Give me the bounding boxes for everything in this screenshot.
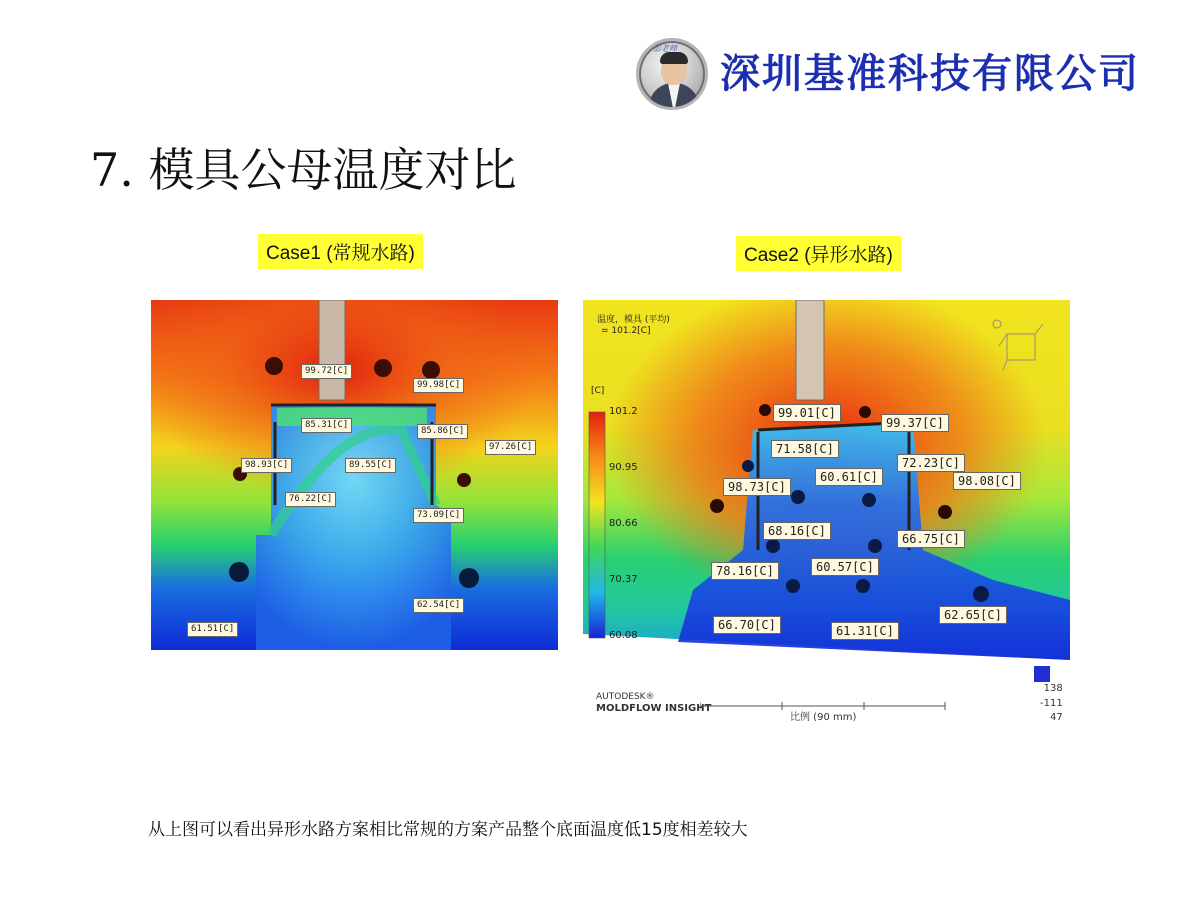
slide-title: 7. 模具公母温度对比 <box>90 143 517 197</box>
axis-readout-x: 138 <box>1043 683 1063 694</box>
case1-reading: 76.22[C] <box>285 492 336 507</box>
case1-reading: 61.51[C] <box>187 622 238 637</box>
orientation-axis-icon <box>1034 666 1050 682</box>
legend-tick: 80.66 <box>609 518 638 529</box>
case1-reading: 99.72[C] <box>301 364 352 379</box>
case2-reading: 71.58[C] <box>771 440 839 458</box>
axis-readout <box>1040 682 1063 726</box>
case1-reading: 98.93[C] <box>241 458 292 473</box>
company-name: 深圳基准科技有限公司 <box>720 50 1140 97</box>
legend-tick: 90.95 <box>609 462 638 473</box>
case1-label: Case1 (常规水路) <box>258 234 423 269</box>
company-logo <box>636 38 712 108</box>
case2-reading: 62.65[C] <box>939 606 1007 624</box>
case1-heatmap <box>151 300 558 650</box>
case1-reading: 99.98[C] <box>413 378 464 393</box>
legend-average: = 101.2[C] <box>601 326 651 336</box>
case2-temperature-plot <box>583 300 1070 660</box>
case1-reading: 97.26[C] <box>485 440 536 455</box>
case1-reading: 85.31[C] <box>301 418 352 433</box>
case1-reading: 89.55[C] <box>345 458 396 473</box>
case2-reading: 78.16[C] <box>711 562 779 580</box>
case1-temperature-plot <box>151 300 558 650</box>
case1-reading: 62.54[C] <box>413 598 464 613</box>
case2-reading: 66.70[C] <box>713 616 781 634</box>
conclusion-text: 从上图可以看出异形水路方案相比常规的方案产品整个底面温度低15度相差较大 <box>148 820 748 840</box>
legend-tick: 60.08 <box>609 630 638 641</box>
case2-reading: 61.31[C] <box>831 622 899 640</box>
scale-label: 比例 (90 mm) <box>790 712 857 723</box>
legend-unit: [C] <box>591 386 605 396</box>
case2-label: Case2 (异形水路) <box>736 236 901 271</box>
axis-readout-y: -111 <box>1040 697 1063 709</box>
case2-reading: 98.73[C] <box>723 478 791 496</box>
case2-reading: 99.01[C] <box>773 404 841 422</box>
case2-reading: 98.08[C] <box>953 472 1021 490</box>
brand-line-autodesk: AUTODESK® <box>596 692 655 702</box>
case1-reading: 85.86[C] <box>417 424 468 439</box>
case2-reading: 66.75[C] <box>897 530 965 548</box>
case2-reading: 72.23[C] <box>897 454 965 472</box>
axis-readout-z: 47 <box>1049 712 1063 723</box>
case1-reading: 73.09[C] <box>413 508 464 523</box>
legend-tick: 70.37 <box>609 574 638 585</box>
case2-reading: 68.16[C] <box>763 522 831 540</box>
moldflow-brand <box>596 692 711 715</box>
brand-line-moldflow: MOLDFLOW INSIGHT <box>596 702 712 714</box>
logo-portrait-icon <box>636 38 708 110</box>
logo-signature: 彭老师 <box>653 44 677 53</box>
case2-reading: 60.61[C] <box>815 468 883 486</box>
case2-reading: 60.57[C] <box>811 558 879 576</box>
legend-tick: 101.2 <box>609 406 638 417</box>
case2-reading: 99.37[C] <box>881 414 949 432</box>
legend-title: 温度，模具 (平均) <box>597 315 670 325</box>
